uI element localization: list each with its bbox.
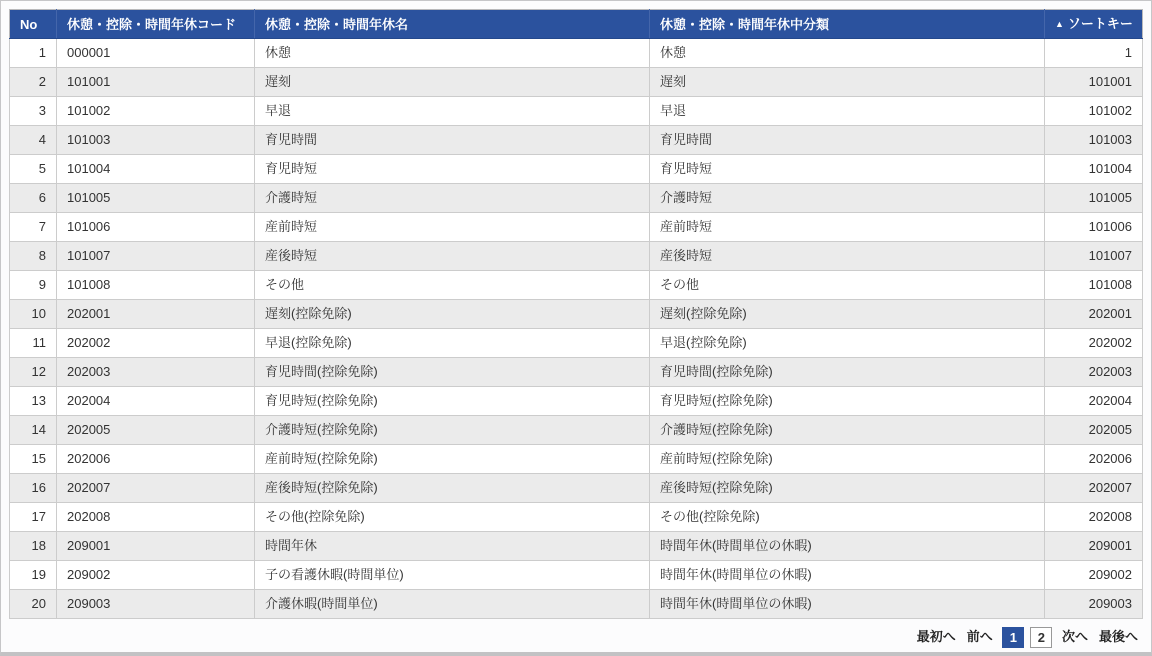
cell-sortkey: 101003: [1045, 126, 1143, 155]
cell-no: 4: [10, 126, 57, 155]
cell-name: 産後時短: [255, 242, 650, 271]
cell-sortkey: 202006: [1045, 445, 1143, 474]
table-row: [10, 242, 1143, 271]
pagination-first-link[interactable]: 最初へ: [916, 629, 956, 644]
cell-no: 16: [10, 474, 57, 503]
table-row: [10, 358, 1143, 387]
cell-name: 早退: [255, 97, 650, 126]
table-header: [10, 10, 1143, 39]
cell-mid: 育児時短: [650, 155, 1045, 184]
cell-no: 19: [10, 561, 57, 590]
cell-no: 17: [10, 503, 57, 532]
cell-sortkey: 209002: [1045, 561, 1143, 590]
cell-mid: 早退(控除免除): [650, 329, 1045, 358]
cell-mid: 時間年休(時間単位の休暇): [650, 561, 1045, 590]
cell-sortkey: 202003: [1045, 358, 1143, 387]
cell-name: 育児時間: [255, 126, 650, 155]
cell-no: 18: [10, 532, 57, 561]
cell-name: 遅刻: [255, 68, 650, 97]
cell-no: 10: [10, 300, 57, 329]
cell-sortkey: 101006: [1045, 213, 1143, 242]
cell-code: 101005: [57, 184, 255, 213]
page-button[interactable]: 2: [1030, 627, 1052, 648]
cell-no: 8: [10, 242, 57, 271]
cell-no: 9: [10, 271, 57, 300]
cell-sortkey: 202007: [1045, 474, 1143, 503]
cell-no: 13: [10, 387, 57, 416]
cell-mid: 遅刻(控除免除): [650, 300, 1045, 329]
cell-mid: 遅刻: [650, 68, 1045, 97]
cell-sortkey: 101002: [1045, 97, 1143, 126]
cell-name: 産前時短: [255, 213, 650, 242]
table-row: [10, 68, 1143, 97]
cell-name: 産後時短(控除免除): [255, 474, 650, 503]
cell-name: 育児時短: [255, 155, 650, 184]
pagination-prev-link[interactable]: 前へ: [966, 629, 993, 644]
table-row: [10, 39, 1143, 68]
cell-mid: 時間年休(時間単位の休暇): [650, 590, 1045, 619]
cell-mid: その他: [650, 271, 1045, 300]
cell-mid: 産後時短: [650, 242, 1045, 271]
table-row: [10, 416, 1143, 445]
cell-mid: 育児時間: [650, 126, 1045, 155]
cell-name: 介護休暇(時間単位): [255, 590, 650, 619]
cell-code: 101002: [57, 97, 255, 126]
cell-code: 101004: [57, 155, 255, 184]
cell-name: 時間年休: [255, 532, 650, 561]
table-row: [10, 445, 1143, 474]
header-sort-key-label: ソートキー: [1067, 16, 1133, 31]
cell-name: 育児時間(控除免除): [255, 358, 650, 387]
table-row: [10, 329, 1143, 358]
cell-sortkey: 209001: [1045, 532, 1143, 561]
cell-sortkey: 101004: [1045, 155, 1143, 184]
cell-code: 202003: [57, 358, 255, 387]
cell-no: 5: [10, 155, 57, 184]
cell-sortkey: 101007: [1045, 242, 1143, 271]
table-row: [10, 532, 1143, 561]
table-row: [10, 155, 1143, 184]
cell-name: 早退(控除免除): [255, 329, 650, 358]
pagination-last-link[interactable]: 最後へ: [1098, 629, 1138, 644]
cell-no: 15: [10, 445, 57, 474]
cell-name: 育児時短(控除免除): [255, 387, 650, 416]
cell-mid: 育児時間(控除免除): [650, 358, 1045, 387]
cell-name: 休憩: [255, 39, 650, 68]
cell-code: 101003: [57, 126, 255, 155]
header-name: 休憩・控除・時間年休名: [255, 10, 650, 39]
cell-code: 101001: [57, 68, 255, 97]
cell-sortkey: 202004: [1045, 387, 1143, 416]
cell-no: 2: [10, 68, 57, 97]
table-row: [10, 387, 1143, 416]
cell-mid: 産後時短(控除免除): [650, 474, 1045, 503]
cell-no: 1: [10, 39, 57, 68]
cell-code: 202008: [57, 503, 255, 532]
cell-no: 3: [10, 97, 57, 126]
cell-code: 101007: [57, 242, 255, 271]
cell-name: 介護時短(控除免除): [255, 416, 650, 445]
header-sort-key[interactable]: [1045, 10, 1143, 39]
table-row: [10, 184, 1143, 213]
cell-sortkey: 202001: [1045, 300, 1143, 329]
cell-mid: 休憩: [650, 39, 1045, 68]
cell-code: 202002: [57, 329, 255, 358]
cell-sortkey: 101005: [1045, 184, 1143, 213]
table-row: [10, 97, 1143, 126]
pagination-next-link[interactable]: 次へ: [1061, 629, 1088, 644]
cell-mid: 産前時短(控除免除): [650, 445, 1045, 474]
cell-sortkey: 101001: [1045, 68, 1143, 97]
cell-sortkey: 209003: [1045, 590, 1143, 619]
cell-code: 202007: [57, 474, 255, 503]
table-row: [10, 213, 1143, 242]
pagination-bar: [9, 626, 1143, 648]
table-body: [10, 39, 1143, 619]
table-row: [10, 561, 1143, 590]
cell-sortkey: 1: [1045, 39, 1143, 68]
cell-mid: その他(控除免除): [650, 503, 1045, 532]
cell-sortkey: 202008: [1045, 503, 1143, 532]
cell-code: 202001: [57, 300, 255, 329]
cell-code: 202004: [57, 387, 255, 416]
leave-code-table: [9, 9, 1143, 619]
cell-no: 14: [10, 416, 57, 445]
cell-sortkey: 101008: [1045, 271, 1143, 300]
cell-code: 209001: [57, 532, 255, 561]
cell-code: 209002: [57, 561, 255, 590]
header-code: 休憩・控除・時間年休コード: [57, 10, 255, 39]
header-mid-category: 休憩・控除・時間年休中分類: [650, 10, 1045, 39]
cell-no: 11: [10, 329, 57, 358]
cell-no: 6: [10, 184, 57, 213]
cell-name: その他: [255, 271, 650, 300]
cell-mid: 育児時短(控除免除): [650, 387, 1045, 416]
cell-name: 介護時短: [255, 184, 650, 213]
cell-no: 12: [10, 358, 57, 387]
table-row: [10, 503, 1143, 532]
header-no: No: [10, 10, 57, 39]
table-row: [10, 474, 1143, 503]
cell-mid: 産前時短: [650, 213, 1045, 242]
cell-name: 遅刻(控除免除): [255, 300, 650, 329]
cell-mid: 介護時短: [650, 184, 1045, 213]
pagination-pages: [999, 629, 1055, 644]
cell-sortkey: 202005: [1045, 416, 1143, 445]
cell-name: 子の看護休暇(時間単位): [255, 561, 650, 590]
cell-mid: 早退: [650, 97, 1045, 126]
cell-code: 101006: [57, 213, 255, 242]
sort-ascending-icon: ▲: [1055, 19, 1064, 29]
table-row: [10, 590, 1143, 619]
page-button-current[interactable]: 1: [1002, 627, 1024, 648]
cell-code: 000001: [57, 39, 255, 68]
cell-mid: 時間年休(時間単位の休暇): [650, 532, 1045, 561]
cell-name: その他(控除免除): [255, 503, 650, 532]
table-row: [10, 126, 1143, 155]
cell-sortkey: 202002: [1045, 329, 1143, 358]
cell-name: 産前時短(控除免除): [255, 445, 650, 474]
cell-code: 209003: [57, 590, 255, 619]
cell-code: 202005: [57, 416, 255, 445]
table-row: [10, 300, 1143, 329]
table-row: [10, 271, 1143, 300]
cell-no: 20: [10, 590, 57, 619]
cell-no: 7: [10, 213, 57, 242]
cell-code: 101008: [57, 271, 255, 300]
cell-mid: 介護時短(控除免除): [650, 416, 1045, 445]
cell-code: 202006: [57, 445, 255, 474]
